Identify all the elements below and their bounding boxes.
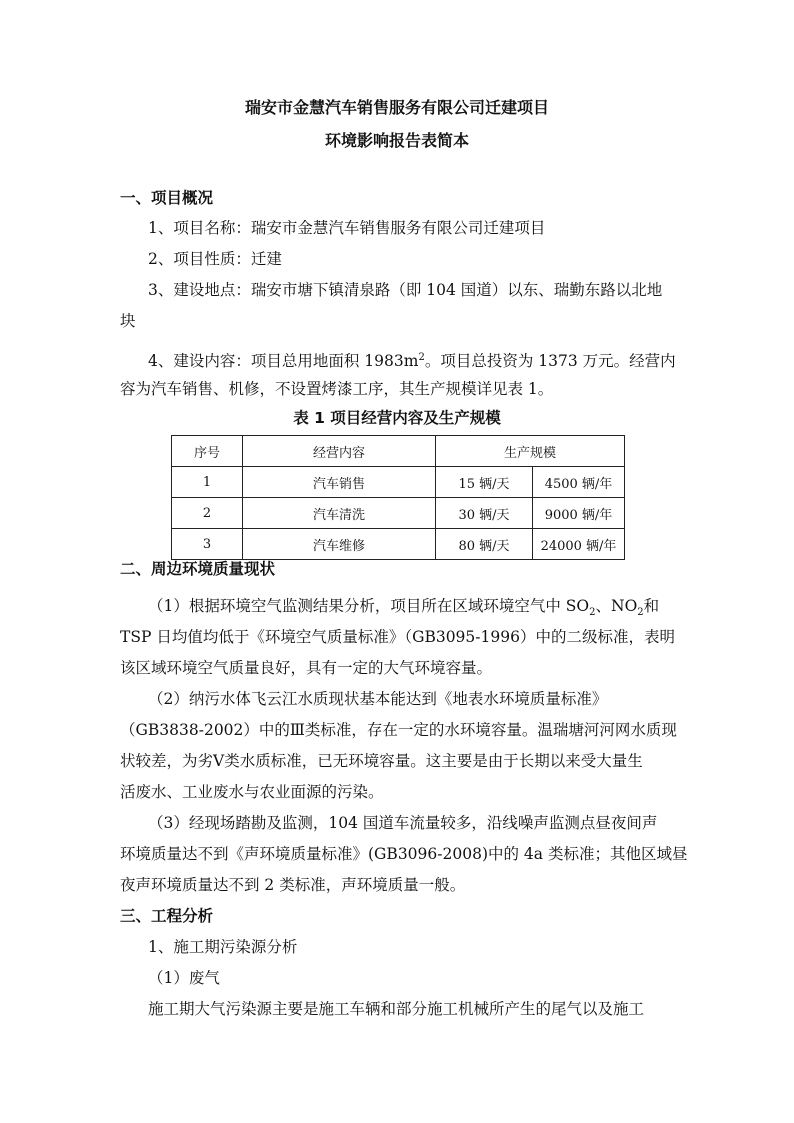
air-text-a: （1）根据环境空气监测结果分析，项目所在区域环境空气中 SO xyxy=(148,597,590,615)
noise-quality-para-l3: 夜声环境质量达不到 2 类标准，声环境质量一般。 xyxy=(120,876,466,894)
project-content-post: 。项目总投资为 1373 万元。经营内 xyxy=(424,352,676,371)
project-location: 3、建设地点：瑞安市塘下镇清泉路（即 104 国道）以东、瑞勤东路以北地 xyxy=(148,281,663,299)
project-content xyxy=(148,342,708,377)
project-content-pre: 4、建设内容：项目总用地面积 1983m xyxy=(148,352,419,371)
header-cell: 生产规模 xyxy=(436,436,625,467)
air-text-b: 、NO xyxy=(595,597,638,615)
section3-heading: 三、工程分析 xyxy=(120,907,214,925)
area-unit-sup: 2 xyxy=(418,352,425,363)
table1-caption: 表 1 项目经营内容及生产规模 xyxy=(293,409,501,427)
table-row xyxy=(172,467,625,498)
water-quality-para-l4: 活废水、工业废水与农业面源的污染。 xyxy=(120,783,384,801)
noise-quality-para-l2: 环境质量达不到《声环境质量标准》(GB3096-2008)中的 4a 类标准；其他区域昼 xyxy=(120,845,688,863)
air-quality-para-l3: 该区域环境空气质量良好，具有一定的大气环境容量。 xyxy=(120,659,493,677)
table-cell: 3 xyxy=(172,529,243,560)
air-text-c: 和 xyxy=(643,597,660,615)
table-cell: 24000 辆/年 xyxy=(533,529,625,560)
project-nature: 2、项目性质：迁建 xyxy=(148,250,282,268)
project-content-cont: 容为汽车销售、机修，不设置烤漆工序，其生产规模详见表 1。 xyxy=(120,380,554,398)
table-cell: 2 xyxy=(172,498,243,529)
water-quality-para: （2）纳污水体飞云江水质现状基本能达到《地表水环境质量标准》 xyxy=(148,690,608,708)
table-cell: 汽车维修 xyxy=(243,529,436,560)
construction-analysis: 1、施工期污染源分析 xyxy=(148,938,298,956)
section1-heading: 一、项目概况 xyxy=(120,189,214,207)
doc-title-line2: 环境影响报告表简本 xyxy=(324,131,469,150)
table-cell: 1 xyxy=(172,467,243,498)
table1 xyxy=(171,435,625,560)
air-quality-para-l2: TSP 日均值均低于《环境空气质量标准》（GB3095-1996）中的二级标准，表明 xyxy=(120,628,675,646)
exhaust-gas-para: 施工期大气污染源主要是施工车辆和部分施工机械所产生的尾气以及施工 xyxy=(148,1000,645,1018)
project-name: 1、项目名称：瑞安市金慧汽车销售服务有限公司迁建项目 xyxy=(148,219,546,237)
header-cell: 经营内容 xyxy=(243,436,436,467)
exhaust-gas-heading: （1）废气 xyxy=(148,969,220,987)
header-cell: 序号 xyxy=(172,436,243,467)
table-cell: 汽车清洗 xyxy=(243,498,436,529)
so2-sub: 2 xyxy=(589,607,596,619)
water-quality-para-l2: （GB3838-2002）中的Ⅲ类标准，存在一定的水环境容量。温瑞塘河河网水质现 xyxy=(120,721,677,739)
table-cell: 汽车销售 xyxy=(243,467,436,498)
no2-sub: 2 xyxy=(637,607,644,619)
noise-quality-para: （3）经现场踏勘及监测，104 国道车流量较多，沿线噪声监测点昼夜间声 xyxy=(148,814,658,832)
table-cell: 80 辆/天 xyxy=(436,529,533,560)
doc-title-line1: 瑞安市金慧汽车销售服务有限公司迁建项目 xyxy=(244,98,549,117)
water-quality-para-l3: 状较差，为劣Ⅴ类水质标准，已无环境容量。这主要是由于长期以来受大量生 xyxy=(120,752,643,770)
table-row xyxy=(172,498,625,529)
table-cell: 9000 辆/年 xyxy=(533,498,625,529)
table-cell: 15 辆/天 xyxy=(436,467,533,498)
project-location-cont: 块 xyxy=(120,312,136,330)
section2-heading: 二、周边环境质量现状 xyxy=(120,560,276,578)
table-cell: 4500 辆/年 xyxy=(533,467,625,498)
table-header-row xyxy=(172,436,625,467)
table-cell: 30 辆/天 xyxy=(436,498,533,529)
